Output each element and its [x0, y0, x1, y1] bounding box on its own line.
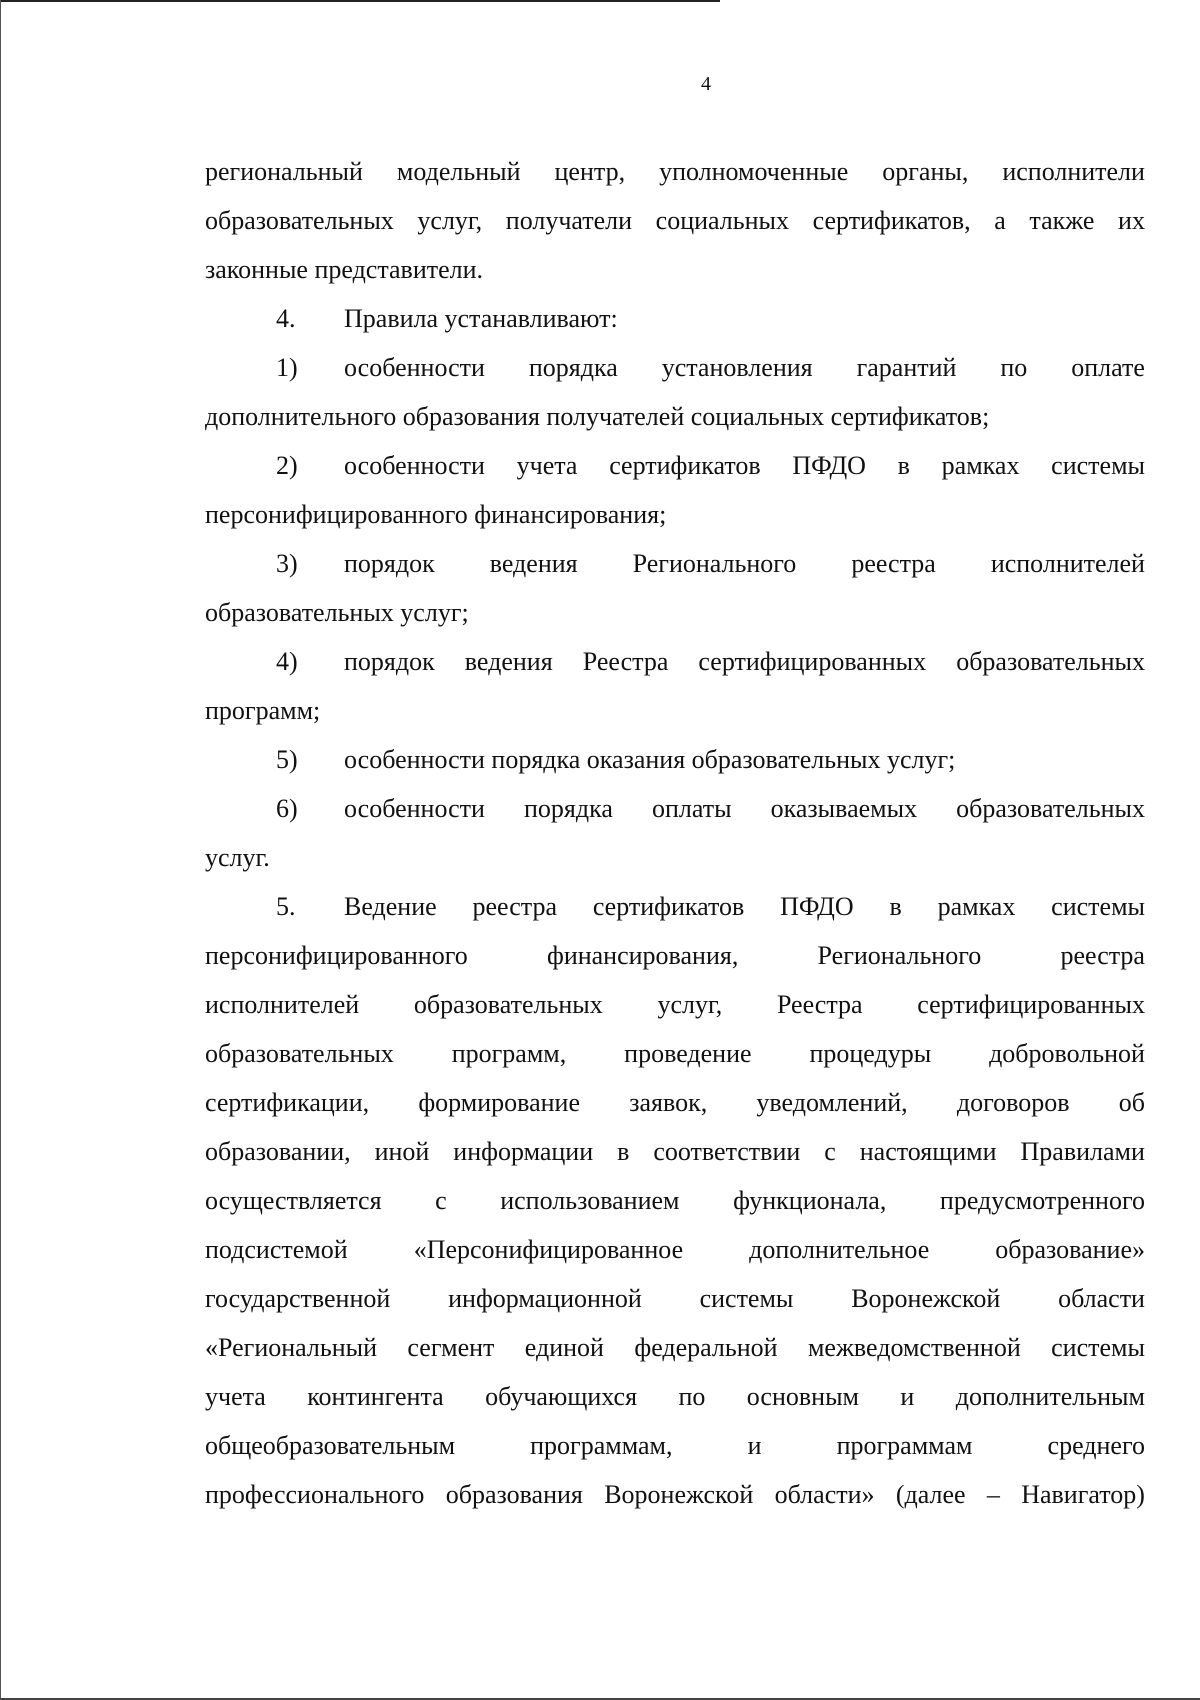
- word: Воронежской: [604, 1480, 754, 1509]
- text-line: программ;: [205, 696, 321, 725]
- word: модельный: [396, 157, 521, 186]
- word: особенности: [344, 451, 485, 480]
- word: дополнительное: [749, 1235, 930, 1264]
- paragraph-text: Правила устанавливают:: [344, 304, 618, 333]
- word: социальных: [655, 206, 790, 235]
- word: особенности: [344, 794, 485, 823]
- word: порядок: [344, 549, 435, 578]
- word: порядок: [344, 647, 435, 676]
- word: дополнительным: [955, 1382, 1145, 1411]
- word: сертификатов,: [812, 206, 971, 235]
- paragraph-4-heading: [276, 301, 1145, 337]
- word: особенности: [344, 353, 485, 382]
- word: сертифицированных: [698, 647, 927, 676]
- word: оплаты: [651, 794, 732, 823]
- word: ПФДО: [792, 451, 866, 480]
- word: об: [1118, 1088, 1145, 1117]
- word: центр,: [554, 157, 626, 186]
- text-line: [205, 1036, 1145, 1072]
- word: оказываемых: [770, 794, 918, 823]
- paragraph-number: 5.: [276, 892, 296, 921]
- word: исполнителей: [205, 990, 360, 1019]
- word: ведения: [489, 549, 578, 578]
- word: также: [1029, 206, 1095, 235]
- word: соответствии: [653, 1137, 801, 1166]
- text-line: [205, 987, 1145, 1023]
- list-item-1: [276, 350, 1145, 386]
- word: финансирования,: [546, 941, 739, 970]
- word: сертификации,: [205, 1088, 370, 1117]
- text-line: дополнительного образования получателей социальных сертификатов;: [205, 402, 990, 431]
- word: в: [617, 1137, 630, 1166]
- word: порядка: [523, 794, 613, 823]
- word: гарантий: [856, 353, 957, 382]
- word: единой: [524, 1333, 604, 1362]
- word: сертификатов: [592, 892, 745, 921]
- text-line: [205, 203, 1145, 239]
- text-line: [205, 1330, 1145, 1366]
- word: области: [1058, 1284, 1145, 1313]
- word: иной: [374, 1137, 430, 1166]
- word: среднего: [1047, 1431, 1145, 1460]
- word: с: [824, 1137, 836, 1166]
- list-item-text: [344, 448, 1145, 484]
- word: сегмент: [407, 1333, 495, 1362]
- list-item-number: 2): [276, 451, 298, 480]
- list-item-4: [276, 644, 1145, 680]
- text-line: персонифицированного финансирования;: [205, 500, 667, 529]
- word: по: [1000, 353, 1028, 382]
- word: ведения: [464, 647, 553, 676]
- list-item-2: [276, 448, 1145, 484]
- word: образовании,: [205, 1137, 351, 1166]
- word: реестра: [851, 549, 936, 578]
- word: с: [435, 1186, 447, 1215]
- word: персонифицированного: [205, 941, 468, 970]
- scan-left-border: [0, 0, 1, 1700]
- list-item-number: 5): [276, 745, 298, 774]
- text-line: [205, 938, 1145, 974]
- list-item-3: [276, 546, 1145, 582]
- word: Правилами: [1020, 1137, 1145, 1166]
- word: заявок,: [629, 1088, 708, 1117]
- word: и: [747, 1431, 762, 1460]
- word: образование»: [995, 1235, 1145, 1264]
- list-item-6: [276, 791, 1145, 827]
- word: образовательных: [956, 794, 1145, 823]
- word: реестра: [1060, 941, 1145, 970]
- word: межведомственной: [807, 1333, 1021, 1362]
- text-line: [205, 1134, 1145, 1170]
- word: добровольной: [989, 1039, 1145, 1068]
- word: рамках: [941, 451, 1020, 480]
- word: уполномоченные: [659, 157, 849, 186]
- word: обучающихся: [485, 1382, 638, 1411]
- word: Воронежской: [851, 1284, 1001, 1313]
- text-line: [205, 1428, 1145, 1464]
- scan-top-border: [0, 0, 720, 2]
- word: основным: [746, 1382, 859, 1411]
- word: системы: [699, 1284, 794, 1313]
- list-item-number: 4): [276, 647, 298, 676]
- word: их: [1118, 206, 1145, 235]
- word: органы,: [882, 157, 969, 186]
- word: оплате: [1071, 353, 1145, 382]
- text-line: [205, 154, 1145, 190]
- word: «Персонифицированное: [413, 1235, 684, 1264]
- word: использованием: [500, 1186, 680, 1215]
- list-item-text: особенности порядка оказания образовательных услуг;: [344, 745, 956, 774]
- word: информации: [453, 1137, 594, 1166]
- list-item-5: [276, 742, 1145, 778]
- word: программ,: [451, 1039, 567, 1068]
- word: а: [994, 206, 1006, 235]
- word: Навигатор): [1021, 1480, 1145, 1509]
- word: Ведение: [344, 892, 437, 921]
- word: реестра: [472, 892, 557, 921]
- text-line: [205, 1379, 1145, 1415]
- word: подсистемой: [205, 1235, 348, 1264]
- word: Реестра: [582, 647, 669, 676]
- word: региональный: [205, 157, 363, 186]
- word: порядка: [528, 353, 618, 382]
- text-line: законные представители.: [205, 255, 484, 284]
- word: общеобразовательным: [205, 1431, 456, 1460]
- word: предусмотренного: [939, 1186, 1145, 1215]
- word: в: [889, 892, 902, 921]
- word: процедуры: [809, 1039, 932, 1068]
- word: осуществляется: [205, 1186, 382, 1215]
- word: программам: [836, 1431, 973, 1460]
- word: ПФДО: [780, 892, 854, 921]
- word: услуг,: [417, 206, 483, 235]
- word: договоров: [956, 1088, 1070, 1117]
- text-line: образовательных услуг;: [205, 598, 469, 627]
- word: в: [897, 451, 910, 480]
- word: сертификатов: [609, 451, 761, 480]
- text-line: [205, 1281, 1145, 1317]
- list-item-text: [344, 350, 1145, 386]
- word: Регионального: [817, 941, 982, 970]
- word: установления: [661, 353, 813, 382]
- word: области»: [774, 1480, 875, 1509]
- list-item-number: 3): [276, 549, 298, 578]
- word: и: [900, 1382, 915, 1411]
- word: –: [986, 1480, 1000, 1509]
- word: образовательных: [205, 206, 394, 235]
- word: услуг,: [657, 990, 723, 1019]
- word: образовательных: [413, 990, 603, 1019]
- word: настоящими: [859, 1137, 997, 1166]
- word: образовательных: [205, 1039, 394, 1068]
- word: учета: [205, 1382, 266, 1411]
- text-line: [205, 1477, 1145, 1513]
- word: системы: [1051, 1333, 1145, 1362]
- paragraph-number: 4.: [276, 304, 296, 333]
- word: информационной: [448, 1284, 642, 1313]
- page-number: 4: [701, 73, 711, 95]
- word: системы: [1051, 451, 1145, 480]
- word: Регионального: [632, 549, 797, 578]
- word: функционала,: [733, 1186, 887, 1215]
- word: по: [678, 1382, 706, 1411]
- list-item-text: [344, 791, 1145, 827]
- word: системы: [1051, 892, 1145, 921]
- word: рамках: [937, 892, 1016, 921]
- word: сертифицированных: [917, 990, 1145, 1019]
- word: образования: [445, 1480, 583, 1509]
- word: «Региональный: [205, 1333, 378, 1362]
- list-item-text: [344, 546, 1145, 582]
- word: образовательных: [956, 647, 1145, 676]
- paragraph-5-heading: [276, 889, 1145, 925]
- list-item-number: 6): [276, 794, 298, 823]
- word: проведение: [624, 1039, 752, 1068]
- word: (далее: [895, 1480, 966, 1509]
- word: получатели: [505, 206, 633, 235]
- word: формирование: [418, 1088, 580, 1117]
- word: государственной: [205, 1284, 391, 1313]
- word: исполнителей: [990, 549, 1145, 578]
- word: профессионального: [205, 1480, 425, 1509]
- word: программам,: [530, 1431, 673, 1460]
- list-item-text: [344, 644, 1145, 680]
- word: учета: [516, 451, 578, 480]
- word: Реестра: [776, 990, 863, 1019]
- word: контингента: [307, 1382, 444, 1411]
- paragraph-text: [344, 889, 1145, 925]
- text-line: [205, 1183, 1145, 1219]
- text-line: [205, 1232, 1145, 1268]
- word: уведомлений,: [756, 1088, 908, 1117]
- text-line: услуг.: [205, 843, 270, 872]
- word: федеральной: [634, 1333, 778, 1362]
- text-line: [205, 1085, 1145, 1121]
- list-item-number: 1): [276, 353, 298, 382]
- word: исполнители: [1002, 157, 1145, 186]
